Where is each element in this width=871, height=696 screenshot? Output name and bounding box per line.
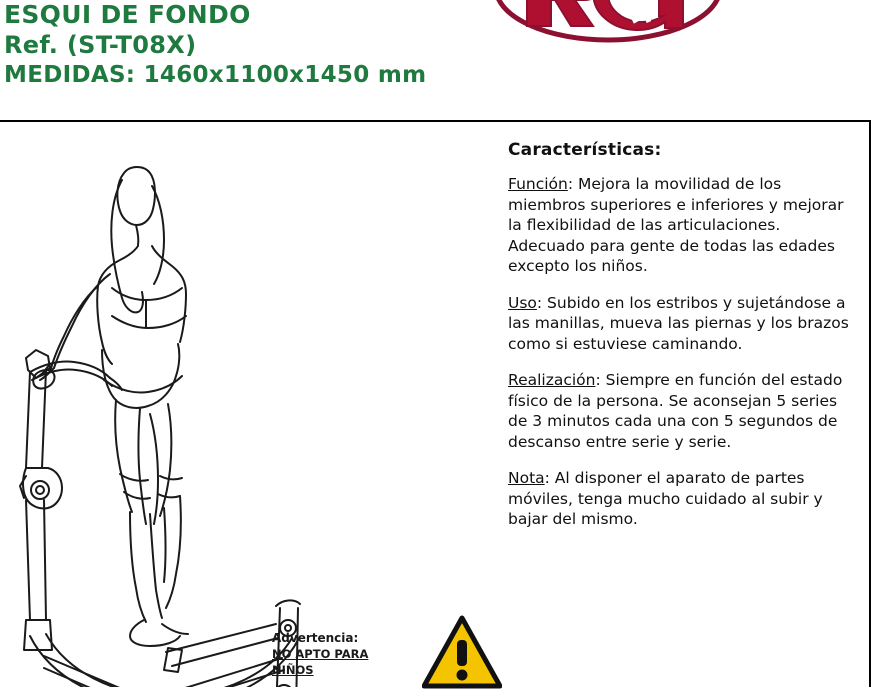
characteristics-section bbox=[508, 140, 860, 546]
cross-country-ski-machine-line-drawing bbox=[0, 128, 500, 687]
characteristic-text: : Al disponer el aparato de partes móviles, tenga mucho cuidado al subir y bajar del mismo. bbox=[508, 469, 823, 528]
rg-logo bbox=[493, 0, 723, 58]
characteristic-item bbox=[508, 370, 860, 452]
page-header bbox=[0, 0, 871, 112]
characteristic-label: Nota bbox=[508, 469, 545, 487]
characteristic-label: Uso bbox=[508, 293, 537, 312]
characteristic-text: : Mejora la movilidad de los miembros superiores e inferiores y mejorar la flexibilidad de las articulaciones. Adecuado para gente de todas las edades excepto los niños. bbox=[508, 175, 844, 275]
characteristic-text: : Subido en los estribos y sujetándose a las manillas, mueva las piernas y los brazos como si estuviese caminando. bbox=[508, 293, 849, 353]
warning-detail: NO APTO PARA NIÑOS bbox=[272, 647, 369, 677]
warning-triangle-icon bbox=[422, 614, 502, 692]
product-dimensions: MEDIDAS: 1460x1100x1450 mm bbox=[4, 62, 427, 88]
characteristic-item bbox=[508, 468, 860, 530]
warning-text bbox=[272, 630, 412, 678]
characteristic-item bbox=[508, 174, 860, 277]
product-reference: Ref. (ST-T08X) bbox=[4, 31, 197, 59]
warning-block bbox=[272, 630, 502, 687]
warning-label: Advertencia: bbox=[272, 631, 359, 645]
header-divider bbox=[0, 120, 871, 122]
product-title: ESQUI DE FONDO bbox=[4, 0, 251, 29]
characteristics-heading: Características: bbox=[508, 140, 662, 160]
characteristic-label: Función bbox=[508, 175, 568, 193]
characteristic-label: Realización bbox=[508, 371, 596, 389]
title-block bbox=[4, 0, 564, 90]
characteristic-item bbox=[508, 293, 860, 355]
characteristic-text: : Siempre en función del estado físico de la persona. Se aconsejan 5 series de 3 minutos cada una con 5 segundos de descanso entre serie y serie. bbox=[508, 371, 843, 451]
